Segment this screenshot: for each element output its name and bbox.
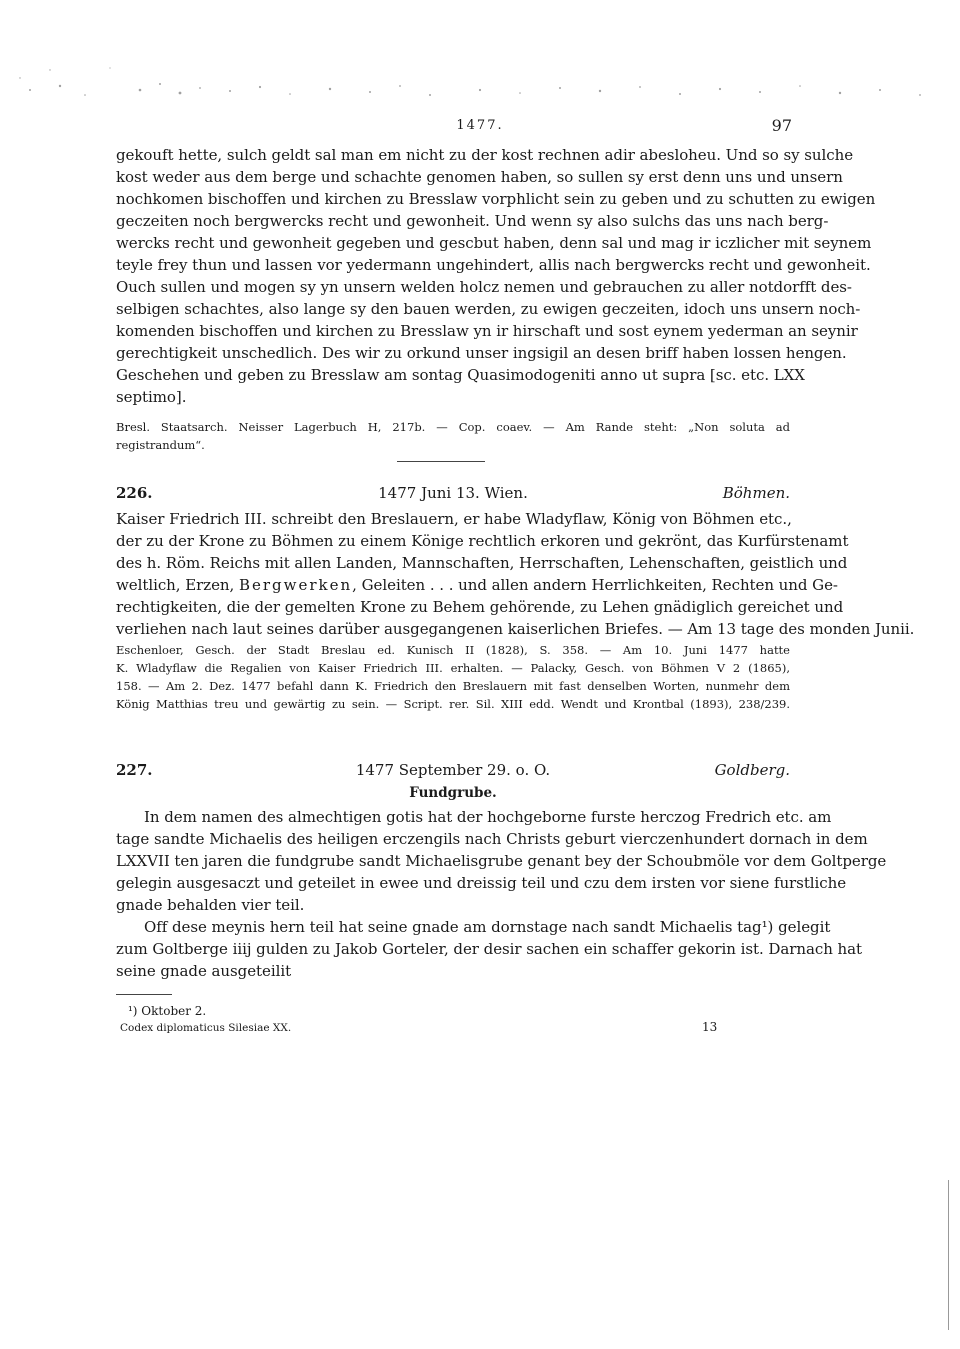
note-line: 158. — Am 2. Dez. 1477 befahl dann K. Friedrich den Breslauern mit fast denselben Worten, nunmehr dem (116, 679, 790, 693)
text-line: weltlich, Erzen, Bergwerken, Geleiten . . . und allen andern Herrlichkeiten, Rechten und Ge- (116, 576, 838, 594)
text-line: septimo]. (116, 388, 187, 406)
scan-edge-line (948, 1180, 949, 1330)
text-line: tage sandte Michaelis des heiligen erczengils nach Christs geburt vierczenhundert dornach in dem (116, 830, 868, 848)
doc-number: 226. (116, 484, 153, 502)
text-line: gelegin ausgesaczt und geteilet in ewee und dreissig teil und czu dem irsten vor siene furstliche (116, 874, 847, 892)
text-line: Ouch sullen und mogen sy yn unsern welden holcz nemen und gebrauchen zu aller notdorfft des- (116, 278, 852, 296)
text-line: Off dese meynis hern teil hat seine gnade am dornstage nach sandt Michaelis tag¹) gelegit (144, 918, 831, 936)
doc-227-heading (116, 761, 790, 785)
scan-noise (0, 60, 960, 120)
doc-place: Goldberg. (714, 761, 790, 779)
text-line: Kaiser Friedrich III. schreibt den Breslauern, er habe Wladyflaw, König von Böhmen etc., (116, 510, 792, 528)
text-line: des h. Röm. Reichs mit allen Landen, Mannschaften, Herrschaften, Lehenschaften, geistlich und (116, 554, 848, 572)
doc-226-regest (116, 510, 915, 650)
running-header-year: 1477. (456, 118, 504, 133)
text-line: zum Goltberge iiij gulden zu Jakob Gorteler, der desir sachen ein schaffer gekorin ist. Darnach hat (116, 940, 863, 958)
text-line: seine gnade ausgeteilit (116, 962, 292, 980)
main-text-block (116, 146, 876, 416)
page-number: 97 (771, 116, 792, 135)
footnote: ¹) Oktober 2. (128, 1004, 207, 1018)
text-line: komenden bischoffen und kirchen zu Bresslaw yn ir hirschaft und sost eynem yederman an seynir (116, 322, 858, 340)
text-line: gnade behalden vier teil. (116, 896, 305, 914)
text-line: wercks recht und gewonheit gegeben und gescbut haben, denn sal und mag ir iczlicher mit seynem (116, 234, 872, 252)
doc-227-subtitle-wrap (116, 785, 790, 805)
note-line: K. Wladyflaw die Regalien von Kaiser Friedrich III. erhalten. — Palacky, Gesch. von Böhmen V 2 (1865), (116, 661, 790, 675)
text-line: gekouft hette, sulch geldt sal man em nicht zu der kost rechnen adir abesloheu. Und so sy sulche (116, 146, 854, 164)
text-line: verliehen nach laut seines darüber ausgegangenen kaiserlichen Briefes. — Am 13 tage des monden Junii. (116, 620, 915, 638)
text-line: rechtigkeiten, die der gemelten Krone zu Behem gehörende, zu Lehen gnädiglich gereichet und (116, 598, 844, 616)
text-line: selbigen schachtes, also lange sy den bauen werden, zu ewigen geczeiten, idoch uns unsern noch- (116, 300, 861, 318)
text-line: nochkomen bischoffen und kirchen zu Bresslaw vorphlicht sein zu geben und zu schutten zu ewigen (116, 190, 876, 208)
doc-subtitle: Fundgrube. (409, 785, 497, 801)
separator-rule (397, 461, 485, 462)
doc-place: Böhmen. (722, 484, 790, 502)
text-line: gerechtigkeit unschedlich. Des wir zu orkund unser ingsigil an desen briff haben lossen hengen. (116, 344, 847, 362)
note-line: König Matthias treu und gewärtig zu sein. — Script. rer. Sil. XIII edd. Wendt und Krontbal (1893), 238/239. (116, 697, 790, 711)
text-line: Geschehen und geben zu Bresslaw am sontag Quasimodogeniti anno ut supra [sc. etc. LXX (116, 366, 805, 384)
footnote-rule (116, 994, 172, 995)
doc-date: 1477 September 29. o. O. (355, 761, 551, 779)
text-line: kost weder aus dem berge und schachte genomen haben, so sullen sy erst denn uns und unsern (116, 168, 843, 186)
doc-226-notes (116, 643, 790, 718)
text-line: der zu der Krone zu Böhmen zu einem Könige rechtlich erkoren und gekrönt, das Kurfürstenamt (116, 532, 849, 550)
doc-227-text (116, 808, 887, 983)
text-line: geczeiten noch bergwercks recht und gewonheit. Und wenn sy also sulchs das uns nach berg- (116, 212, 829, 230)
text-line: teyle frey thun und lassen vor yedermann ungehindert, allis nach bergwercks recht und gewonheit. (116, 256, 871, 274)
sheet-number: 13 (702, 1020, 718, 1034)
note-line: Bresl. Staatsarch. Neisser Lagerbuch H, 217b. — Cop. coaev. — Am Rande steht: „Non soluta ad (116, 420, 790, 434)
source-note (116, 420, 790, 460)
doc-date: 1477 Juni 13. Wien. (378, 484, 528, 502)
doc-226-heading (116, 484, 790, 508)
text-line: LXXVII ten jaren die fundgrube sandt Michaelisgrube genant bey der Schoubmöle vor dem Goltperge (116, 852, 887, 870)
note-line: registrandum“. (116, 438, 205, 452)
spaced-word: Bergwerken (238, 576, 353, 594)
note-line: Eschenloer, Gesch. der Stadt Breslau ed. Kunisch II (1828), S. 358. — Am 10. Juni 1477 hatte (116, 643, 790, 657)
doc-number: 227. (116, 761, 153, 779)
text-line: In dem namen des almechtigen gotis hat der hochgeborne furste herczog Fredrich etc. am (144, 808, 832, 826)
codex-source: Codex diplomaticus Silesiae XX. (120, 1022, 292, 1034)
